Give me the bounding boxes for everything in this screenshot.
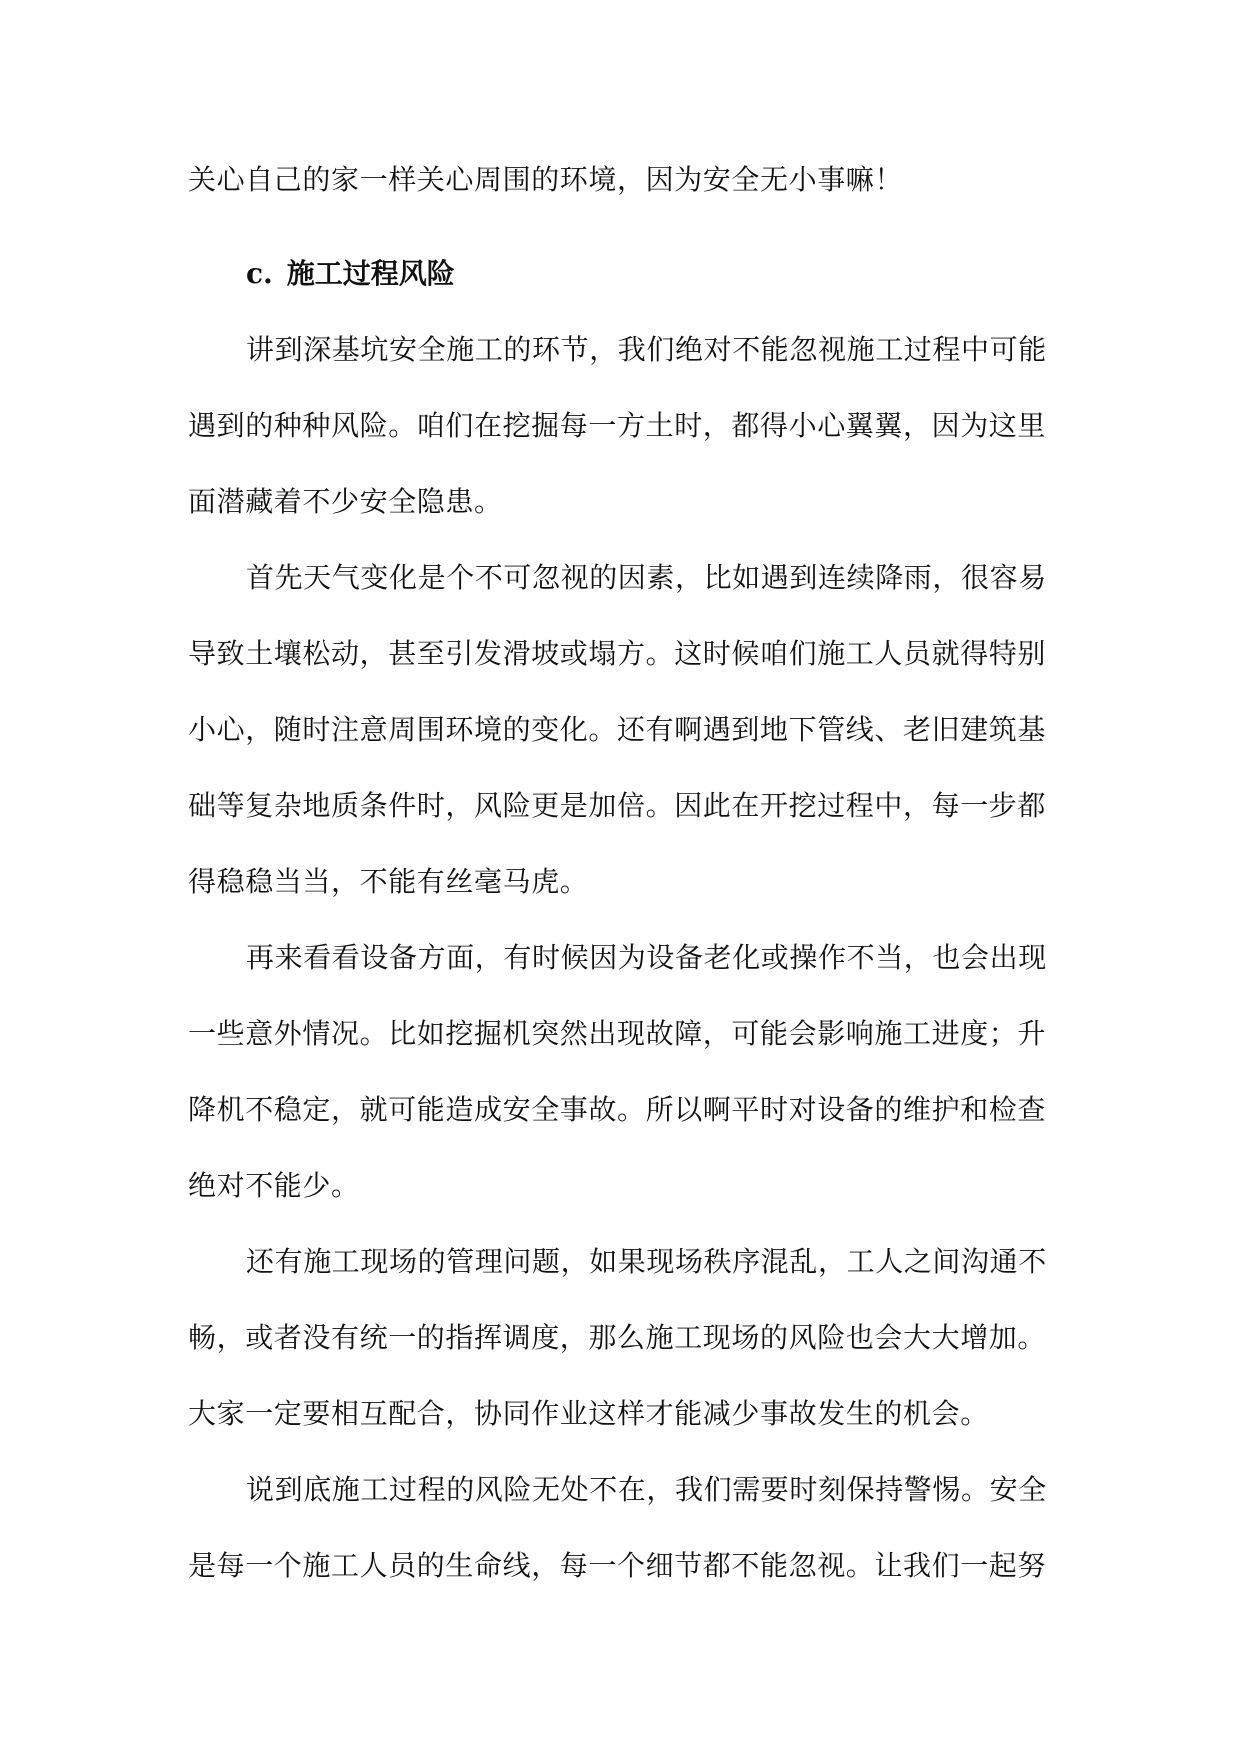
paragraph-line: 绝对不能少。 [188, 1169, 360, 1202]
paragraph [188, 540, 1054, 920]
section-marker: c. [246, 257, 273, 290]
document-body [188, 142, 1054, 1604]
paragraph-line: 再来看看设备方面，有时候因为设备老化或操作不当，也会出现 [246, 941, 1047, 974]
paragraph-line: 讲到深基坑安全施工的环节，我们绝对不能忽视施工过程中可能 [246, 333, 1047, 366]
paragraph-line: 首先天气变化是个不可忽视的因素，比如遇到连续降雨，很容易 [246, 561, 1047, 594]
paragraph-line: 础等复杂地质条件时，风险更是加倍。因此在开挖过程中，每一步都 [188, 789, 1047, 822]
section-title: 施工过程风险 [286, 257, 455, 290]
paragraph-line: 说到底施工过程的风险无处不在，我们需要时刻保持警惕。安全 [246, 1473, 1047, 1506]
section-heading [188, 236, 1054, 312]
paragraph [188, 1452, 1054, 1604]
paragraph-line: 还有施工现场的管理问题，如果现场秩序混乱，工人之间沟通不 [246, 1245, 1047, 1278]
paragraph-line: 得稳稳当当，不能有丝毫马虎。 [188, 865, 589, 898]
paragraph-line: 遇到的种种风险。咱们在挖掘每一方土时，都得小心翼翼，因为这里 [188, 409, 1047, 442]
paragraph-line: 大家一定要相互配合，协同作业这样才能减少事故发生的机会。 [188, 1397, 989, 1430]
paragraph [188, 312, 1054, 540]
paragraph-line: 是每一个施工人员的生命线，每一个细节都不能忽视。让我们一起努 [188, 1549, 1047, 1582]
paragraph-line: 一些意外情况。比如挖掘机突然出现故障，可能会影响施工进度；升 [188, 1017, 1047, 1050]
paragraph [188, 920, 1054, 1224]
paragraph-line: 畅，或者没有统一的指挥调度，那么施工现场的风险也会大大增加。 [188, 1321, 1047, 1354]
paragraph [188, 1224, 1054, 1452]
spacer [188, 218, 1054, 236]
paragraph-line: 导致土壤松动，甚至引发滑坡或塌方。这时候咱们施工人员就得特别 [188, 637, 1047, 670]
continuation-line: 关心自己的家一样关心周围的环境，因为安全无小事嘛！ [188, 163, 904, 196]
paragraph-line: 小心，随时注意周围环境的变化。还有啊遇到地下管线、老旧建筑基 [188, 713, 1047, 746]
paragraph-line: 面潜藏着不少安全隐患。 [188, 485, 503, 518]
paragraph-line: 降机不稳定，就可能造成安全事故。所以啊平时对设备的维护和检查 [188, 1093, 1047, 1126]
